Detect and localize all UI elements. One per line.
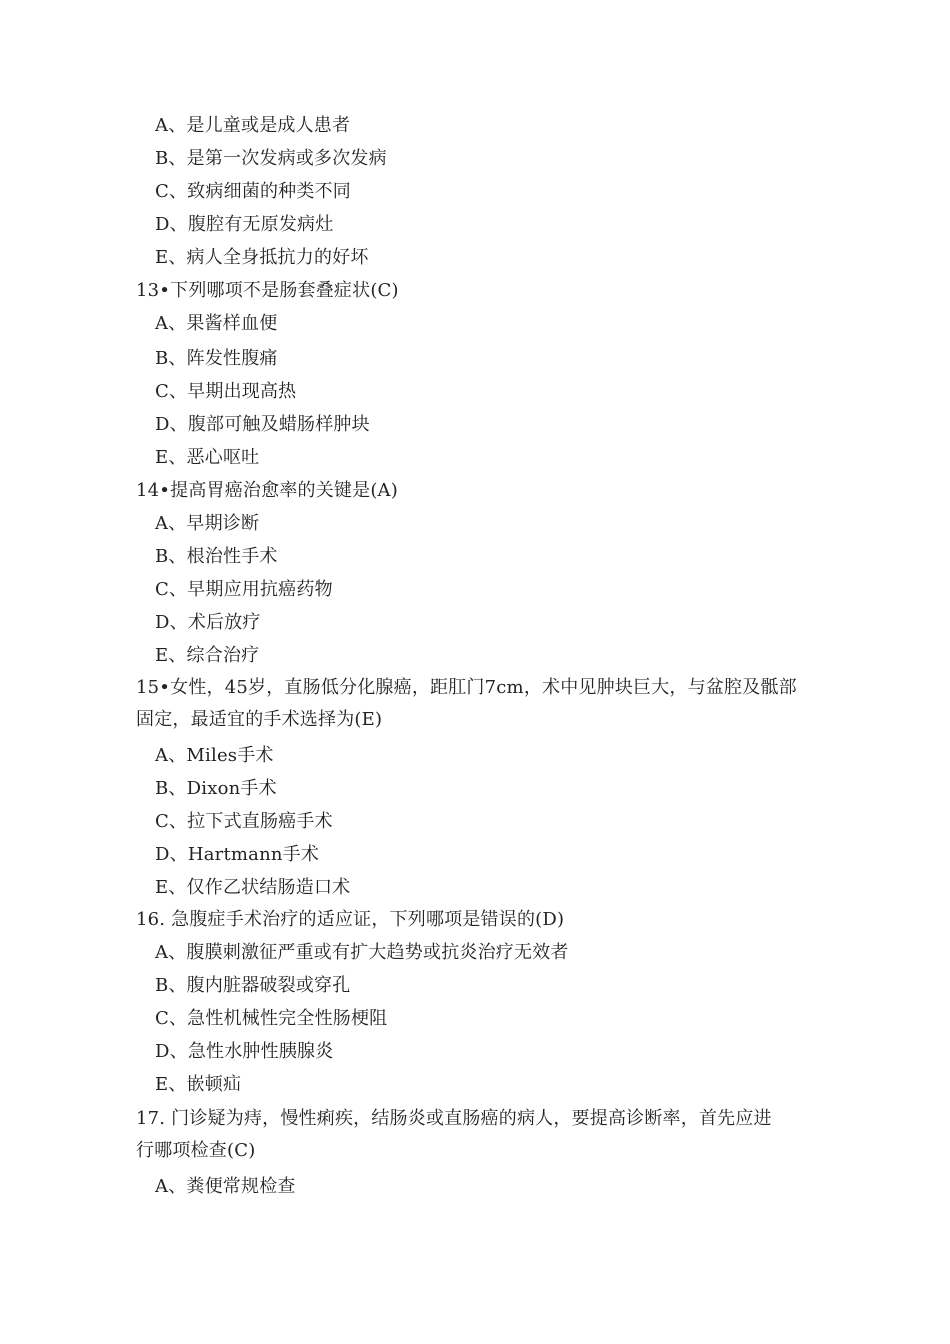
option-15-e: E、仅作乙状结肠造口术 [155,877,351,898]
option-13-c: C、早期出现高热 [155,381,297,402]
question-17-line-2: 行哪项检查(C) [136,1140,256,1161]
option-16-e: E、嵌顿疝 [155,1074,242,1095]
option-16-a: A、腹膜刺激征严重或有扩大趋势或抗炎治疗无效者 [155,942,569,963]
option-17-a: A、粪便常规检查 [155,1176,296,1197]
question-15-line-1: 15•女性，45岁，直肠低分化腺癌，距肛门7cm，术中见肿块巨大，与盆腔及骶部 [136,677,797,698]
option-14-b: B、根治性手术 [155,546,278,567]
option-12-d: D、腹腔有无原发病灶 [155,214,334,235]
option-16-b: B、腹内脏器破裂或穿孔 [155,975,351,996]
option-16-c: C、急性机械性完全性肠梗阻 [155,1008,388,1029]
option-13-a: A、果酱样血便 [155,313,278,334]
option-12-c: C、致病细菌的种类不同 [155,181,351,202]
option-13-d: D、腹部可触及蜡肠样肿块 [155,414,370,435]
option-15-c: C、拉下式直肠癌手术 [155,811,333,832]
option-14-e: E、综合治疗 [155,645,260,666]
question-16: 16. 急腹症手术治疗的适应证，下列哪项是错误的(D) [136,909,565,930]
option-13-b: B、阵发性腹痛 [155,348,278,369]
option-12-b: B、是第一次发病或多次发病 [155,148,387,169]
option-14-a: A、早期诊断 [155,513,260,534]
option-12-a: A、是儿童或是成人患者 [155,115,351,136]
option-15-d: D、Hartmann手术 [155,844,320,865]
option-15-a: A、Miles手术 [155,745,274,766]
option-16-d: D、急性水肿性胰腺炎 [155,1041,334,1062]
question-15-line-2: 固定，最适宜的手术选择为(E) [136,709,383,730]
option-13-e: E、恶心呕吐 [155,447,260,468]
option-15-b: B、Dixon手术 [155,778,277,799]
question-14: 14•提高胃癌治愈率的关键是(A) [136,480,398,501]
option-12-e: E、病人全身抵抗力的好坏 [155,247,369,268]
option-14-d: D、术后放疗 [155,612,261,633]
question-13: 13•下列哪项不是肠套叠症状(C) [136,280,399,301]
question-17-line-1: 17. 门诊疑为痔，慢性痢疾，结肠炎或直肠癌的病人，要提高诊断率，首先应进 [136,1108,772,1129]
option-14-c: C、早期应用抗癌药物 [155,579,333,600]
